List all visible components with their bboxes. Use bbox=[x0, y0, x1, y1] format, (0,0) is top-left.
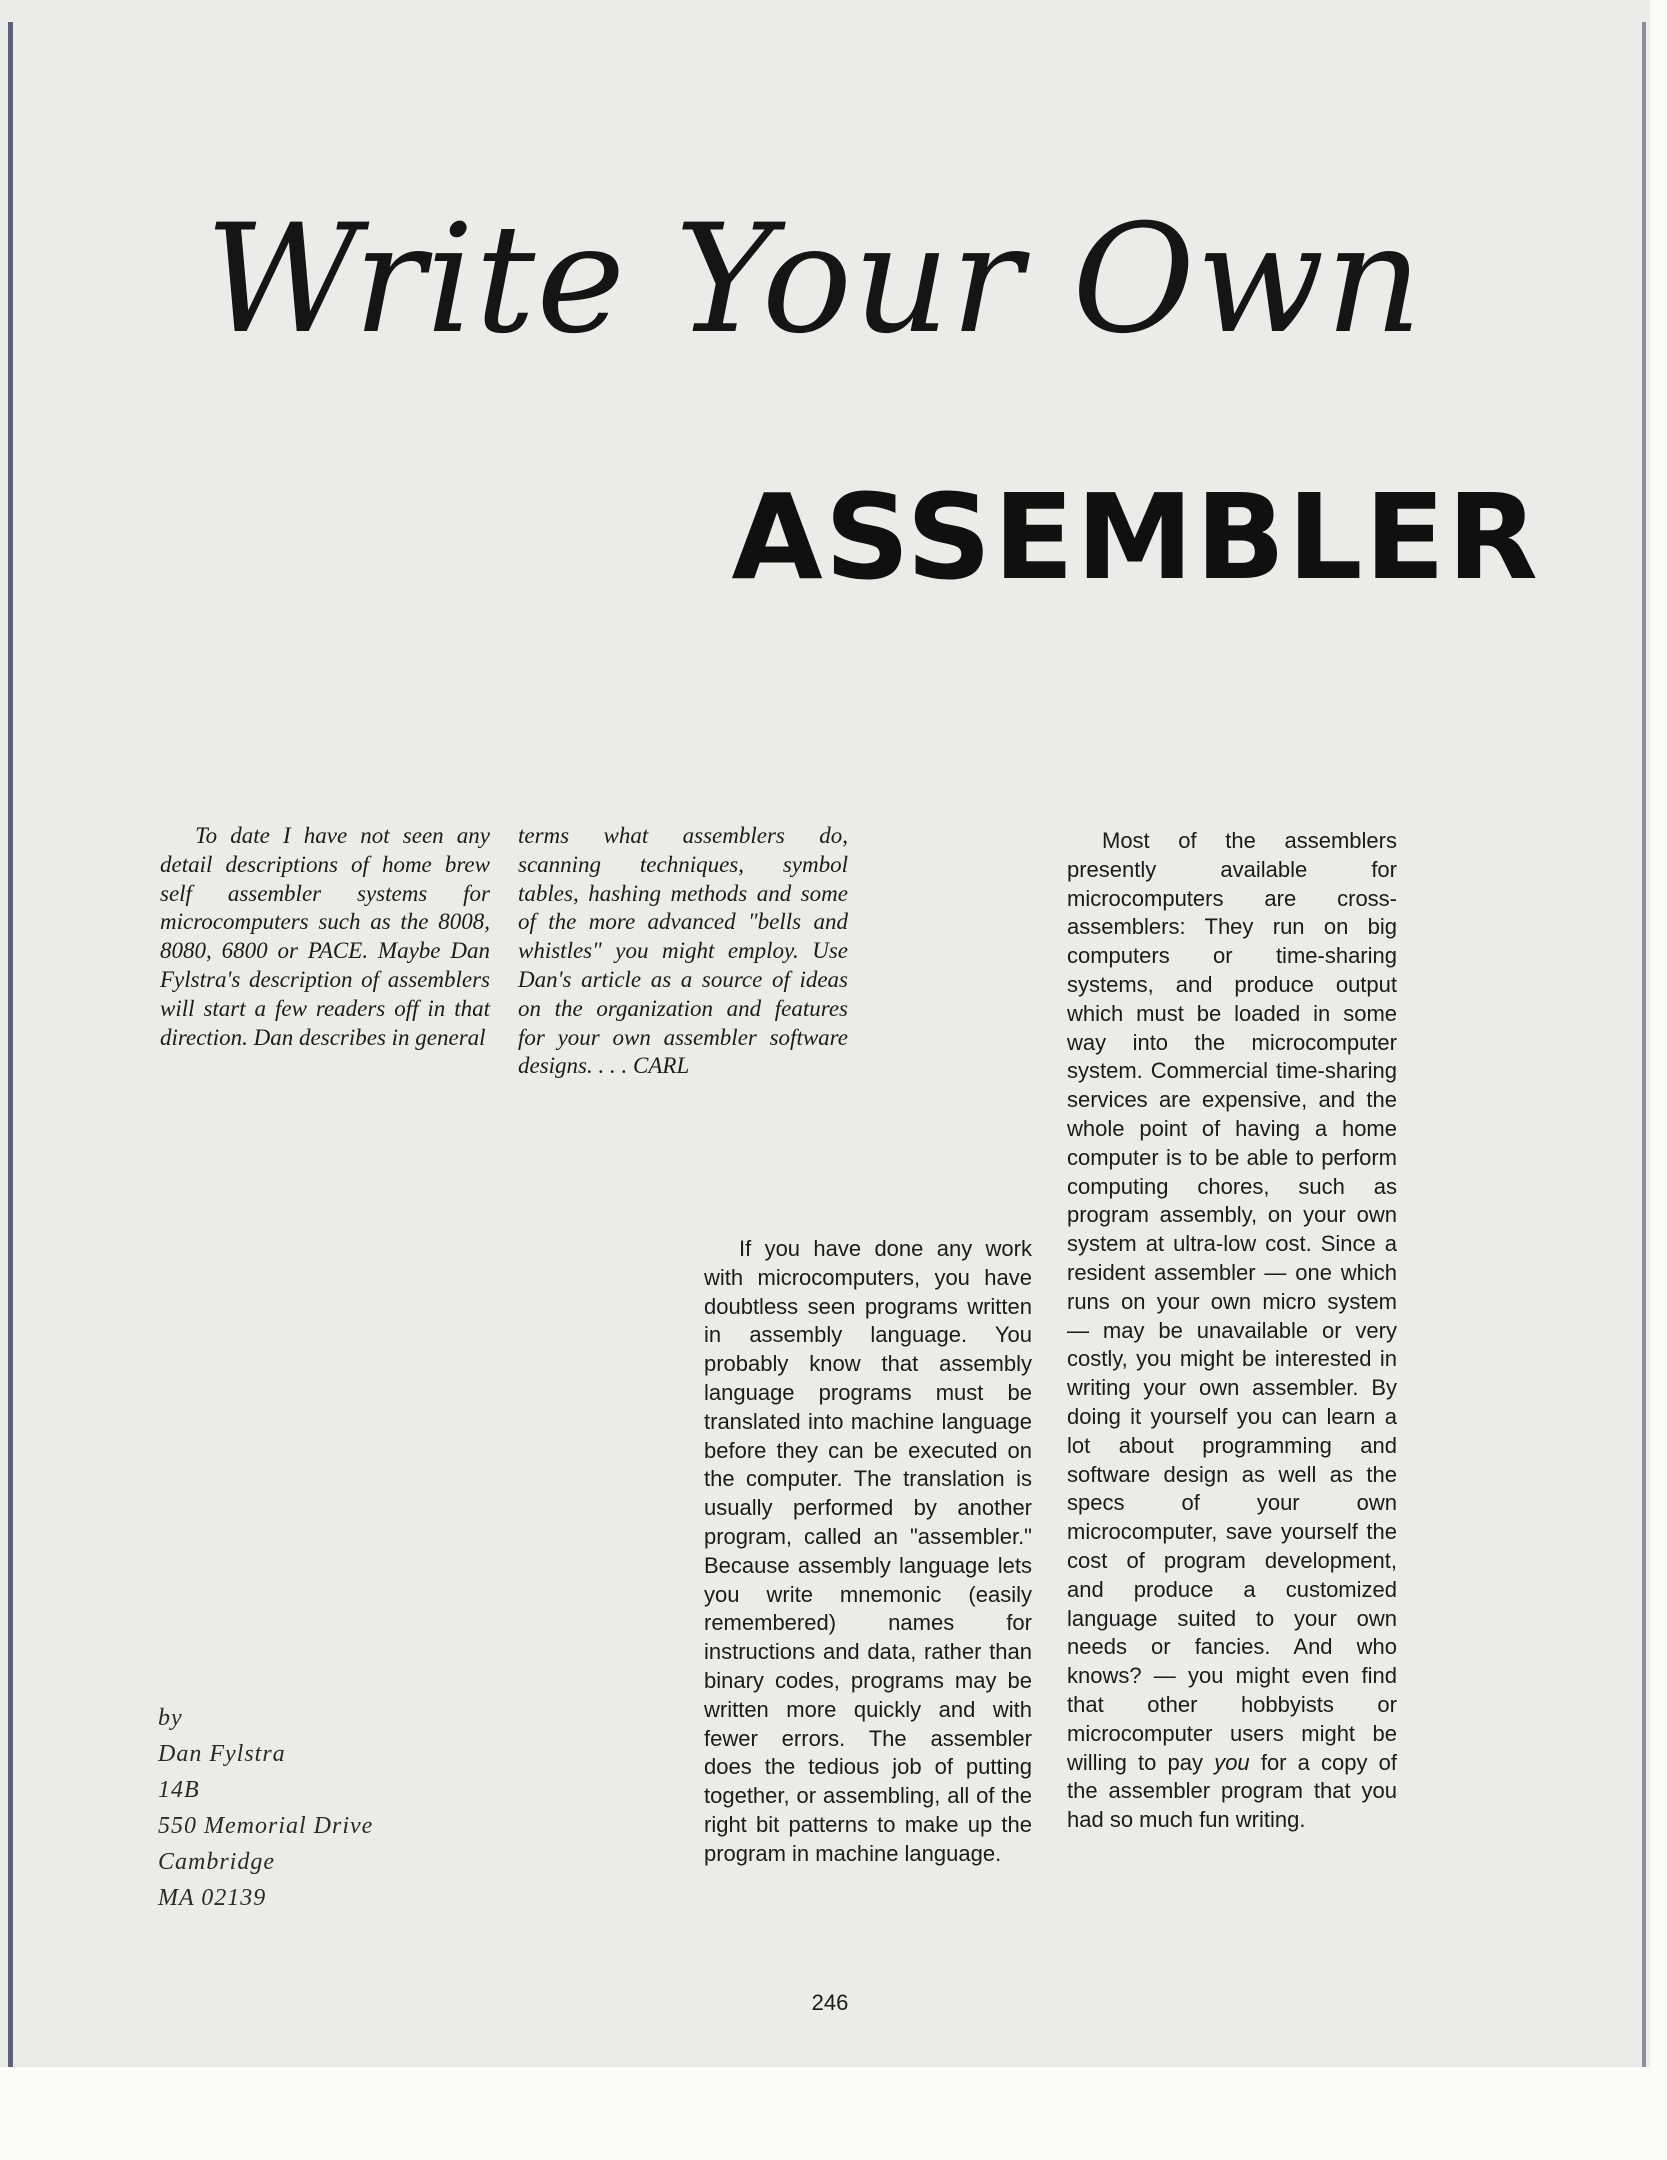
author-dept: 14B bbox=[158, 1777, 200, 1803]
body-text: for a copy of the assembler program that you had so much fun writing. bbox=[1067, 1749, 1397, 1833]
title-heading: ASSEMBLER bbox=[731, 468, 1540, 606]
author-state-zip: MA 02139 bbox=[158, 1885, 267, 1911]
emphasis-text: you bbox=[1214, 1749, 1250, 1775]
page-number: 246 bbox=[811, 1990, 849, 2015]
author-byline bbox=[158, 1700, 488, 1916]
body-column-middle: If you have done any work with microcomputers, you have doubtless seen programs written in assembly language. You probably know that assembly language programs must be translated into machine language before they can be executed on the computer. The translation is usually performed by another program, called an "assembler." Because assembly language lets you write mnemonic (easily remembered) names for instructions and data, rather than binary codes, programs may be written more quickly and with fewer errors. The assembler does the tedious job of putting together, or assembling, all of the right bit patterns to make up the program in machine language. bbox=[704, 1236, 1032, 1866]
byline-by: by bbox=[158, 1705, 183, 1731]
author-name: Dan Fylstra bbox=[158, 1741, 286, 1767]
intro-column-1: To date I have not seen any detail descriptions of home brew self assembler systems for microcomputers such as the 8008, 8080, 6800 or PACE. Maybe Dan Fylstra's description of assemblers will start a few readers off in that direction. Dan describes in general bbox=[160, 823, 490, 1050]
body-column-right bbox=[1067, 827, 1397, 1835]
body-text: Most of the assemblers presently available for microcomputers are cross-assemblers: They run on big computers or time-sharing systems, and produce output which must be loaded in some way into the microcomputer system. Commercial time-sharing services are expensive, and the whole point of having a home computer is to be able to perform computing chores, such as program assembly, on your own system at ultra-low cost. Since a resident assembler — one which runs on your own micro system — may be unavailable or very costly, you might be interested in writing your own assembler. By doing it yourself you can learn a lot about programming and software design as well as the specs of your own microcomputer, save yourself the cost of program development, and produce a customized language suited to your own needs or fancies. And who knows? — you might even find that other hobbyists or microcomputer users might be willing to pay bbox=[1067, 828, 1397, 1775]
page-binding-edge-left bbox=[8, 22, 13, 2067]
page-edge-right bbox=[1642, 22, 1646, 2067]
intro-column-2: terms what assemblers do, scanning techniques, symbol tables, hashing methods and some of the more advanced "bells and whistles" you might employ. Use Dan's article as a source of ideas on the organization and features for your own assembler software designs. . . . CARL bbox=[518, 823, 848, 1079]
author-city: Cambridge bbox=[158, 1849, 275, 1875]
title-script: Write Your Own bbox=[205, 193, 1424, 367]
author-street: 550 Memorial Drive bbox=[158, 1813, 374, 1839]
